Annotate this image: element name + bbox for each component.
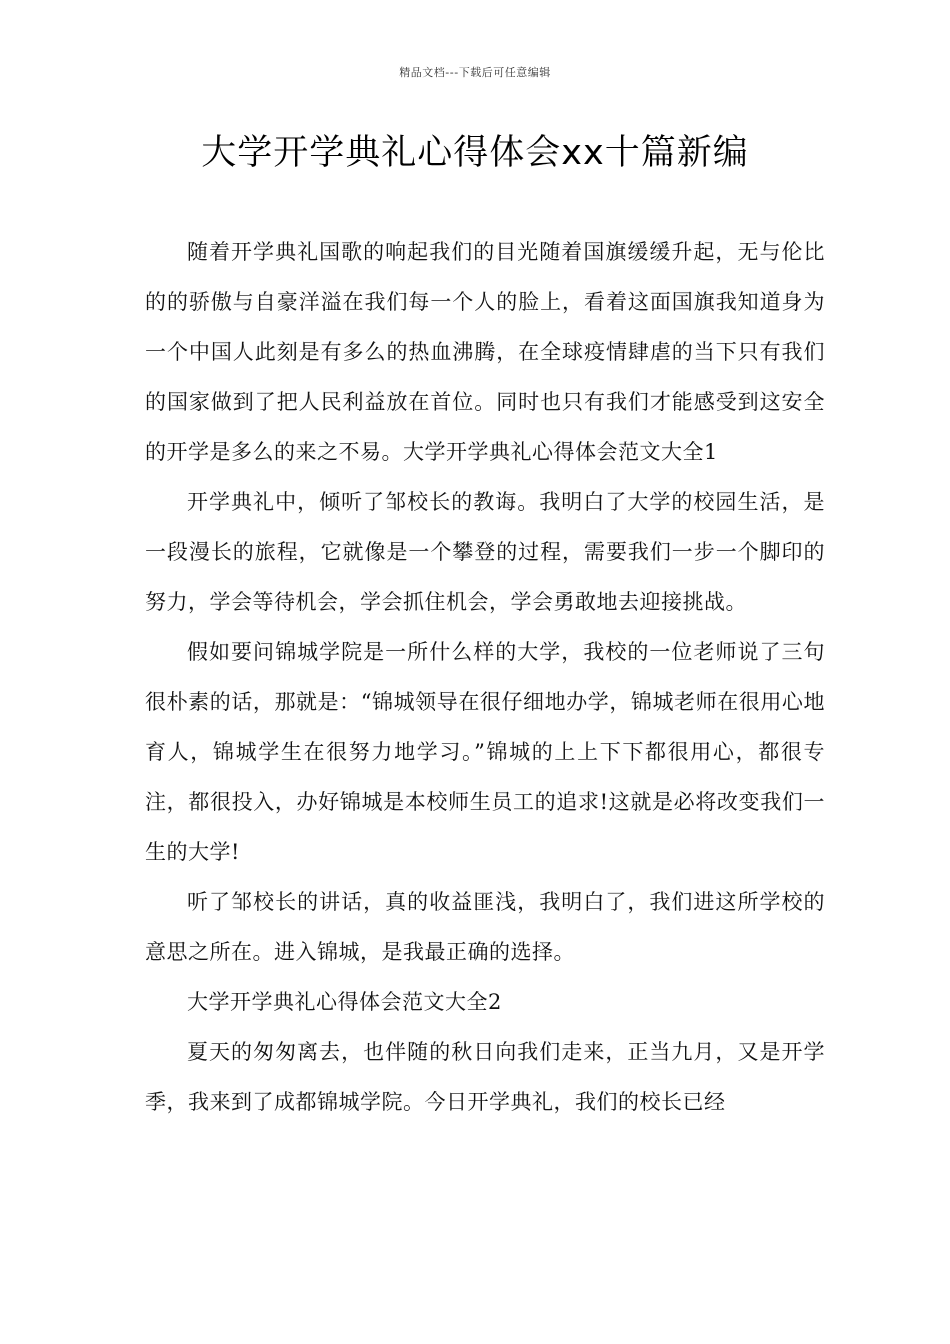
header-note: 精品文档---下载后可任意编辑 (399, 66, 551, 79)
document-body (145, 227, 825, 1127)
section-heading: 大学开学典礼心得体会范文大全2 (187, 990, 502, 1014)
paragraph: 假如要问锦城学院是一所什么样的大学，我校的一位老师说了三句很朴素的话，那就是：“锦城领导在很仔细地办学，锦城老师在很用心地育人，锦城学生在很努力地学习。”锦城的上上下下都很用心，都很专注，都很投入，办好锦城是本校师生员工的追求!这就是必将改变我们一生的大学! (145, 640, 825, 864)
paragraph: 开学典礼中，倾听了邹校长的教诲。我明白了大学的校园生活，是一段漫长的旅程，它就像是一个攀登的过程，需要我们一步一个脚印的努力，学会等待机会，学会抓住机会，学会勇敢地去迎接挑战。 (145, 490, 825, 614)
paragraph: 夏天的匆匆离去，也伴随的秋日向我们走来，正当九月，又是开学季，我来到了成都锦城学院。今日开学典礼，我们的校长已经 (145, 1040, 825, 1114)
paragraph: 听了邹校长的讲话，真的收益匪浅，我明白了，我们进这所学校的意思之所在。进入锦城，是我最正确的选择。 (145, 890, 825, 964)
paragraph: 随着开学典礼国歌的响起我们的目光随着国旗缓缓升起，无与伦比的的骄傲与自豪洋溢在我们每一个人的脸上，看着这面国旗我知道身为一个中国人此刻是有多么的热血沸腾，在全球疫情肆虐的当下只有我们的国家做到了把人民利益放在首位。同时也只有我们才能感受到这安全的开学是多么的来之不易。大学开学典礼心得体会范文大全1 (145, 240, 825, 464)
document-title: 大学开学典礼心得体会xx十篇新编 (201, 133, 749, 173)
